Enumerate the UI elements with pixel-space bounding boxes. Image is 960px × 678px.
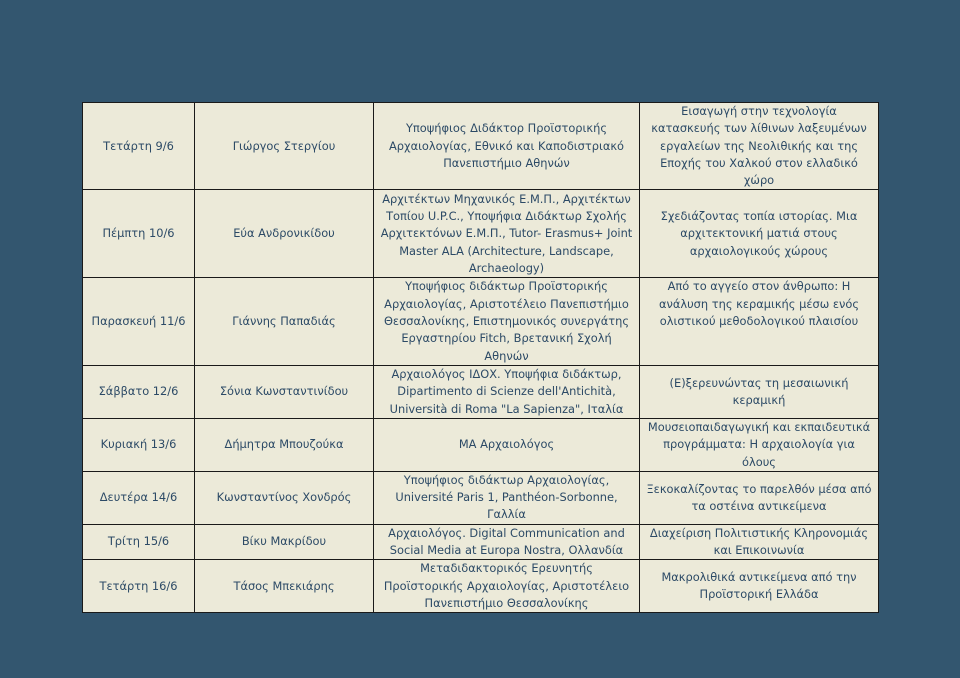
affiliation-cell: Αρχαιολόγος ΙΔΟΧ. Υποψήφια διδάκτωρ, Dipartimento di Scienze dell'Antichità, Università di Roma "La Sapienza", Ιταλία	[374, 365, 640, 418]
table-row	[83, 278, 879, 365]
date-cell: Τετάρτη 9/6	[83, 103, 195, 190]
table-row	[83, 365, 879, 418]
topic-cell: Εισαγωγή στην τεχνολογία κατασκευής των λίθινων λαξευμένων εργαλείων της Νεολιθικής και της Εποχής του Χαλκού στον ελλαδικό χώρο	[640, 103, 879, 190]
speaker-cell: Τάσος Μπεκιάρης	[195, 560, 374, 613]
date-cell: Σάββατο 12/6	[83, 365, 195, 418]
speaker-cell: Εύα Ανδρονικίδου	[195, 190, 374, 278]
date-cell: Παρασκευή 11/6	[83, 278, 195, 365]
topic-cell: (Ε)ξερευνώντας τη μεσαιωνική κεραμική	[640, 365, 879, 418]
date-cell: Πέμπτη 10/6	[83, 190, 195, 278]
affiliation-cell: Μεταδιδακτορικός Ερευνητής Προϊστορικής Αρχαιολογίας, Αριστοτέλειο Πανεπιστήμιο Θεσσαλονίκης	[374, 560, 640, 613]
topic-cell: Μουσειοπαιδαγωγική και εκπαιδευτικά προγράμματα: Η αρχαιολογία για όλους	[640, 418, 879, 471]
date-cell: Δευτέρα 14/6	[83, 471, 195, 524]
topic-cell: Διαχείριση Πολιτιστικής Κληρονομιάς και Επικοινωνία	[640, 524, 879, 560]
speaker-cell: Δήμητρα Μπουζούκα	[195, 418, 374, 471]
table-row	[83, 103, 879, 190]
speaker-cell: Σόνια Κωνσταντινίδου	[195, 365, 374, 418]
affiliation-cell: Αρχιτέκτων Μηχανικός Ε.Μ.Π., Αρχιτέκτων Τοπίου U.P.C., Υποψήφια Διδάκτωρ Σχολής Αρχιτεκτόνων Ε.Μ.Π., Tutor- Erasmus+ Joint Master ALA (Architecture, Landscape, Archaeology)	[374, 190, 640, 278]
speaker-cell: Βίκυ Μακρίδου	[195, 524, 374, 560]
topic-cell: Σχεδιάζοντας τοπία ιστορίας. Μια αρχιτεκτονική ματιά στους αρχαιολογικούς χώρους	[640, 190, 879, 278]
affiliation-cell: Αρχαιολόγος. Digital Communication and Social Media at Europa Nostra, Ολλανδία	[374, 524, 640, 560]
affiliation-cell: ΜΑ Αρχαιολόγος	[374, 418, 640, 471]
affiliation-cell: Υποψήφιος διδάκτωρ Προϊστορικής Αρχαιολογίας, Αριστοτέλειο Πανεπιστήμιο Θεσσαλονίκης, Επιστημονικός συνεργάτης Εργαστηρίου Fitch, Βρετανική Σχολή Αθηνών	[374, 278, 640, 365]
table-row	[83, 190, 879, 278]
table-row	[83, 524, 879, 560]
date-cell: Κυριακή 13/6	[83, 418, 195, 471]
affiliation-cell: Υποψήφιος Διδάκτορ Προϊστορικής Αρχαιολογίας, Εθνικό και Καποδιστριακό Πανεπιστήμιο Αθηνών	[374, 103, 640, 190]
speaker-cell: Κωνσταντίνος Χονδρός	[195, 471, 374, 524]
speaker-cell: Γιάννης Παπαδιάς	[195, 278, 374, 365]
table-row	[83, 560, 879, 613]
table-row	[83, 418, 879, 471]
date-cell: Τετάρτη 16/6	[83, 560, 195, 613]
topic-cell: Ξεκοκαλίζοντας το παρελθόν μέσα από τα οστέινα αντικείμενα	[640, 471, 879, 524]
schedule-table	[82, 102, 879, 613]
topic-cell: Μακρολιθικά αντικείμενα από την Προϊστορική Ελλάδα	[640, 560, 879, 613]
table-row	[83, 471, 879, 524]
affiliation-cell: Υποψήφιος διδάκτωρ Αρχαιολογίας, Université Paris 1, Panthéon-Sorbonne, Γαλλία	[374, 471, 640, 524]
date-cell: Τρίτη 15/6	[83, 524, 195, 560]
topic-cell: Από το αγγείο στον άνθρωπο: Η ανάλυση της κεραμικής μέσω ενός ολιστικού μεθοδολογικού πλαισίου	[640, 278, 879, 365]
speaker-cell: Γιώργος Στεργίου	[195, 103, 374, 190]
